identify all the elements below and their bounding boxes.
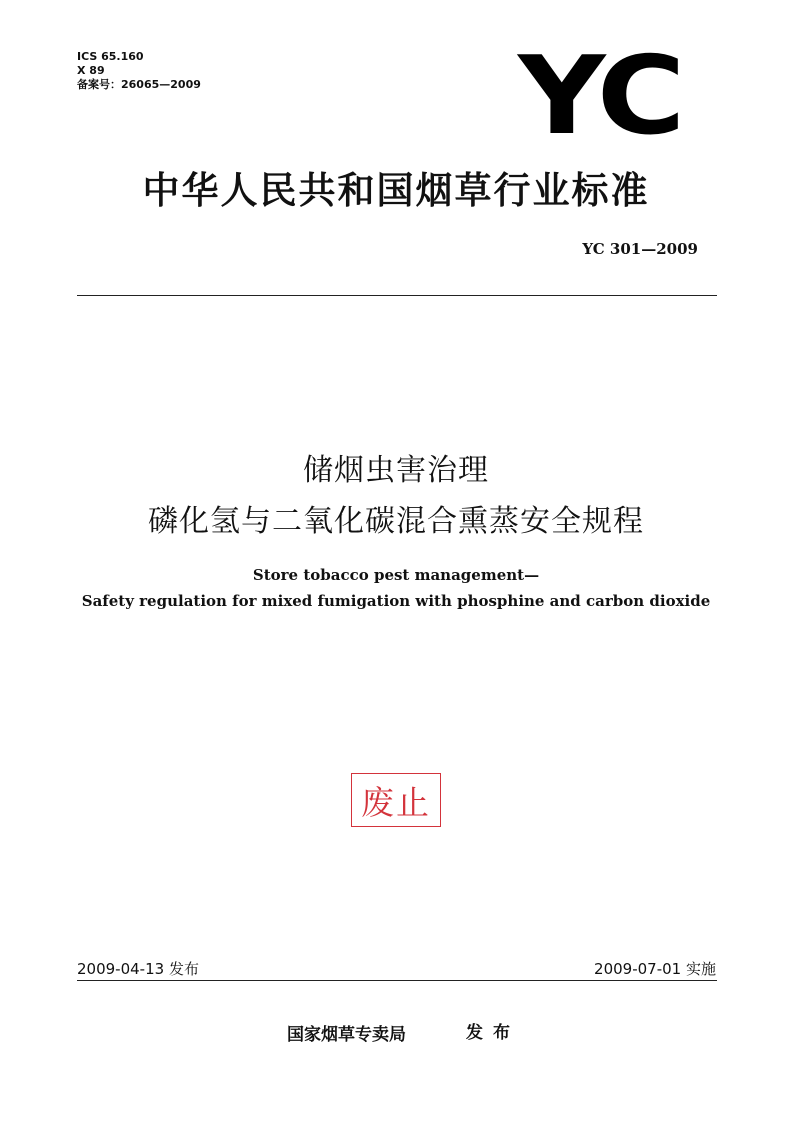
bottom-divider [77,980,717,981]
implementation-date: 2009-07-01 实施 [594,960,716,978]
title-en-line2: Safety regulation for mixed fumigation with phosphine and carbon dioxide [81,592,711,610]
ics-code: ICS 65.160 [77,50,144,63]
publisher-action: 发布 [466,1023,520,1043]
title-cn-line1: 储烟虫害治理 [303,453,489,488]
record-number: 备案号：26065—2009 [77,78,201,91]
classification-block [77,50,201,92]
ccs-code: X 89 [77,64,105,77]
title-cn-line2: 磷化氢与二氧化碳混合熏蒸安全规程 [148,504,644,539]
top-divider [77,295,717,296]
publisher-name: 国家烟草专卖局 [287,1025,406,1045]
title-en-line1: Store tobacco pest management— [252,566,540,584]
standard-number: YC 301—2009 [582,240,698,258]
abolished-stamp: 废止 [351,773,441,827]
industry-standard-title: 中华人民共和国烟草行业标准 [142,169,650,212]
yc-logo: YC [518,34,682,159]
issue-date: 2009-04-13 发布 [77,960,199,978]
